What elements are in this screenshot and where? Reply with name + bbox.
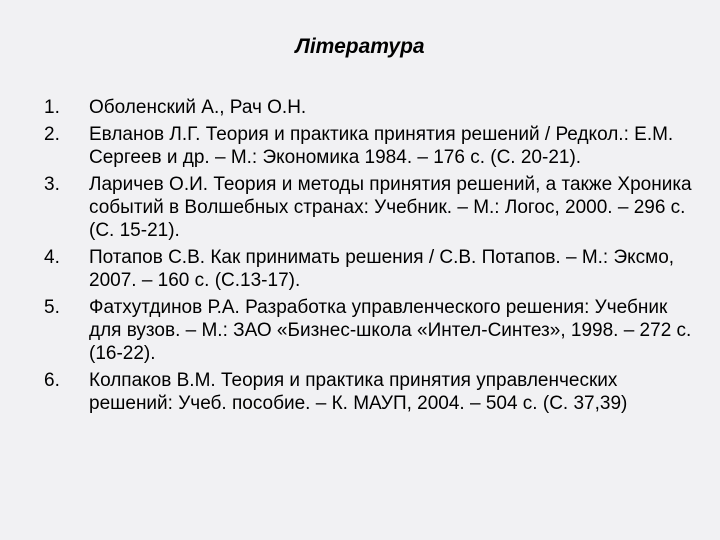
reference-item [44, 369, 694, 415]
reference-text: Евланов Л.Г. Теория и практика принятия решений / Редкол.: Е.М. Сергеев и др. – М.: Экономика 1984. – 176 с. (С. 20-21). [89, 124, 674, 168]
reference-number: 3. [44, 174, 60, 195]
reference-list [44, 96, 694, 419]
reference-item [44, 246, 694, 292]
reference-number: 5. [44, 297, 60, 318]
reference-item [44, 123, 694, 169]
reference-item [44, 296, 694, 365]
reference-item [44, 96, 694, 119]
reference-text: Оболенский А., Рач О.Н. [89, 97, 307, 118]
reference-text: Потапов С.В. Как принимать решения / С.В. Потапов. – М.: Эксмо, 2007. – 160 с. (С.13-17). [89, 247, 675, 291]
reference-number: 2. [44, 124, 60, 145]
reference-number: 1. [44, 97, 60, 118]
reference-text: Ларичев О.И. Теория и методы принятия решений, а также Хроника событий в Волшебных странах: Учебник. – М.: Логос, 2000. – 296 с. (С. 15-21). [89, 174, 692, 241]
slide-title: Література [295, 35, 425, 58]
reference-number: 4. [44, 247, 60, 268]
reference-text: Колпаков В.М. Теория и практика принятия управленческих решений: Учеб. пособие. – К. МАУП, 2004. – 504 с. (С. 37,39) [89, 370, 628, 414]
reference-text: Фатхутдинов Р.А. Разработка управленческого решения: Учебник для вузов. – М.: ЗАО «Бизнес-школа «Интел-Синтез», 1998. – 272 с. (16-22). [89, 297, 692, 364]
reference-item [44, 173, 694, 242]
reference-number: 6. [44, 370, 60, 391]
